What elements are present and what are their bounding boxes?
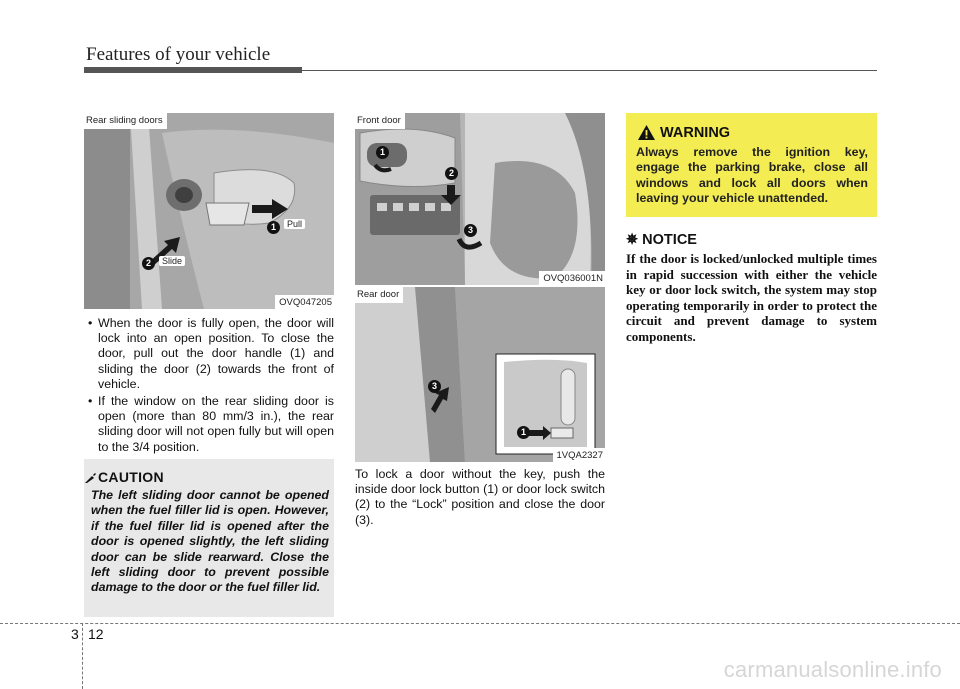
- warning-title: WARNING: [660, 125, 731, 141]
- front-door-figure: [355, 113, 605, 285]
- page-number: 12: [88, 626, 104, 642]
- bullet-item: • If the window on the rear sliding door is open (more than 80 mm/3 in.), the rear sliding door will not open fully but will open to the 3/4 position.: [84, 394, 334, 455]
- rear-sliding-door-figure: [84, 113, 334, 309]
- footer-divider: [82, 623, 83, 689]
- callout-number-2: 2: [445, 167, 458, 180]
- caution-text: The left sliding door cannot be opened when the fuel filler lid is open. However, if the fuel filler lid is opened after the door is opened slightly, the left sliding door can be slide rearward. Close the left sliding door to prevent possible damage to the door or the fuel filler lid.: [91, 488, 329, 595]
- front-door-illustration: [355, 113, 605, 285]
- figure-code: OVQ047205: [275, 295, 334, 309]
- figure-label: Rear sliding doors: [84, 113, 167, 129]
- watermark: carmanualsonline.info: [723, 657, 942, 682]
- callout-number-1: 1: [267, 221, 280, 234]
- callout-number-2: 2: [142, 257, 155, 270]
- figure-label: Rear door: [355, 287, 403, 303]
- pull-label: Pull: [284, 219, 305, 229]
- warning-text: Always remove the ignition key, engage the parking brake, close all windows and lock all doors when leaving your vehicle unattended.: [636, 145, 868, 206]
- caution-icon: [85, 472, 96, 483]
- figure-label: Front door: [355, 113, 405, 129]
- header-rule-thick: [84, 67, 302, 73]
- lock-instructions: To lock a door without the key, push the inside door lock button (1) or door lock switch (2) to the “Lock” position and close the door (3).: [355, 467, 605, 527]
- callout-number-1: 1: [517, 426, 530, 439]
- figure-code: 1VQA2327: [553, 448, 605, 462]
- caution-box: [84, 459, 334, 617]
- slide-label: Slide: [159, 256, 185, 266]
- caution-title-wrap: [98, 469, 164, 485]
- warning-triangle-icon: [638, 125, 655, 140]
- rear-sliding-door-illustration: [84, 113, 334, 309]
- rear-door-figure: [355, 287, 605, 462]
- instruction-bullets: [84, 316, 334, 457]
- callout-number-3: 3: [428, 380, 441, 393]
- rear-door-illustration: [355, 287, 605, 462]
- page-header-title: Features of your vehicle: [86, 44, 271, 65]
- notice-text: If the door is locked/unlocked multiple times in rapid succession with either the vehicle key or door lock switch, the system may stop operating temporarily in order to protect the circuit and prevent damage to system components.: [626, 251, 877, 344]
- callout-number-3: 3: [464, 224, 477, 237]
- figure-code: OVQ036001N: [539, 271, 605, 285]
- warning-box: [626, 113, 877, 217]
- header-rule-thin: [302, 70, 877, 71]
- footer-rule: [0, 623, 960, 624]
- notice-title: ✵ NOTICE: [626, 232, 697, 248]
- section-number: 3: [71, 626, 79, 642]
- callout-number-1: 1: [376, 146, 389, 159]
- bullet-item: • When the door is fully open, the door will lock into an open position. To close the door, pull out the door handle (1) and sliding the door (2) towards the front of vehicle.: [84, 316, 334, 392]
- caution-title: CAUTION: [98, 469, 164, 485]
